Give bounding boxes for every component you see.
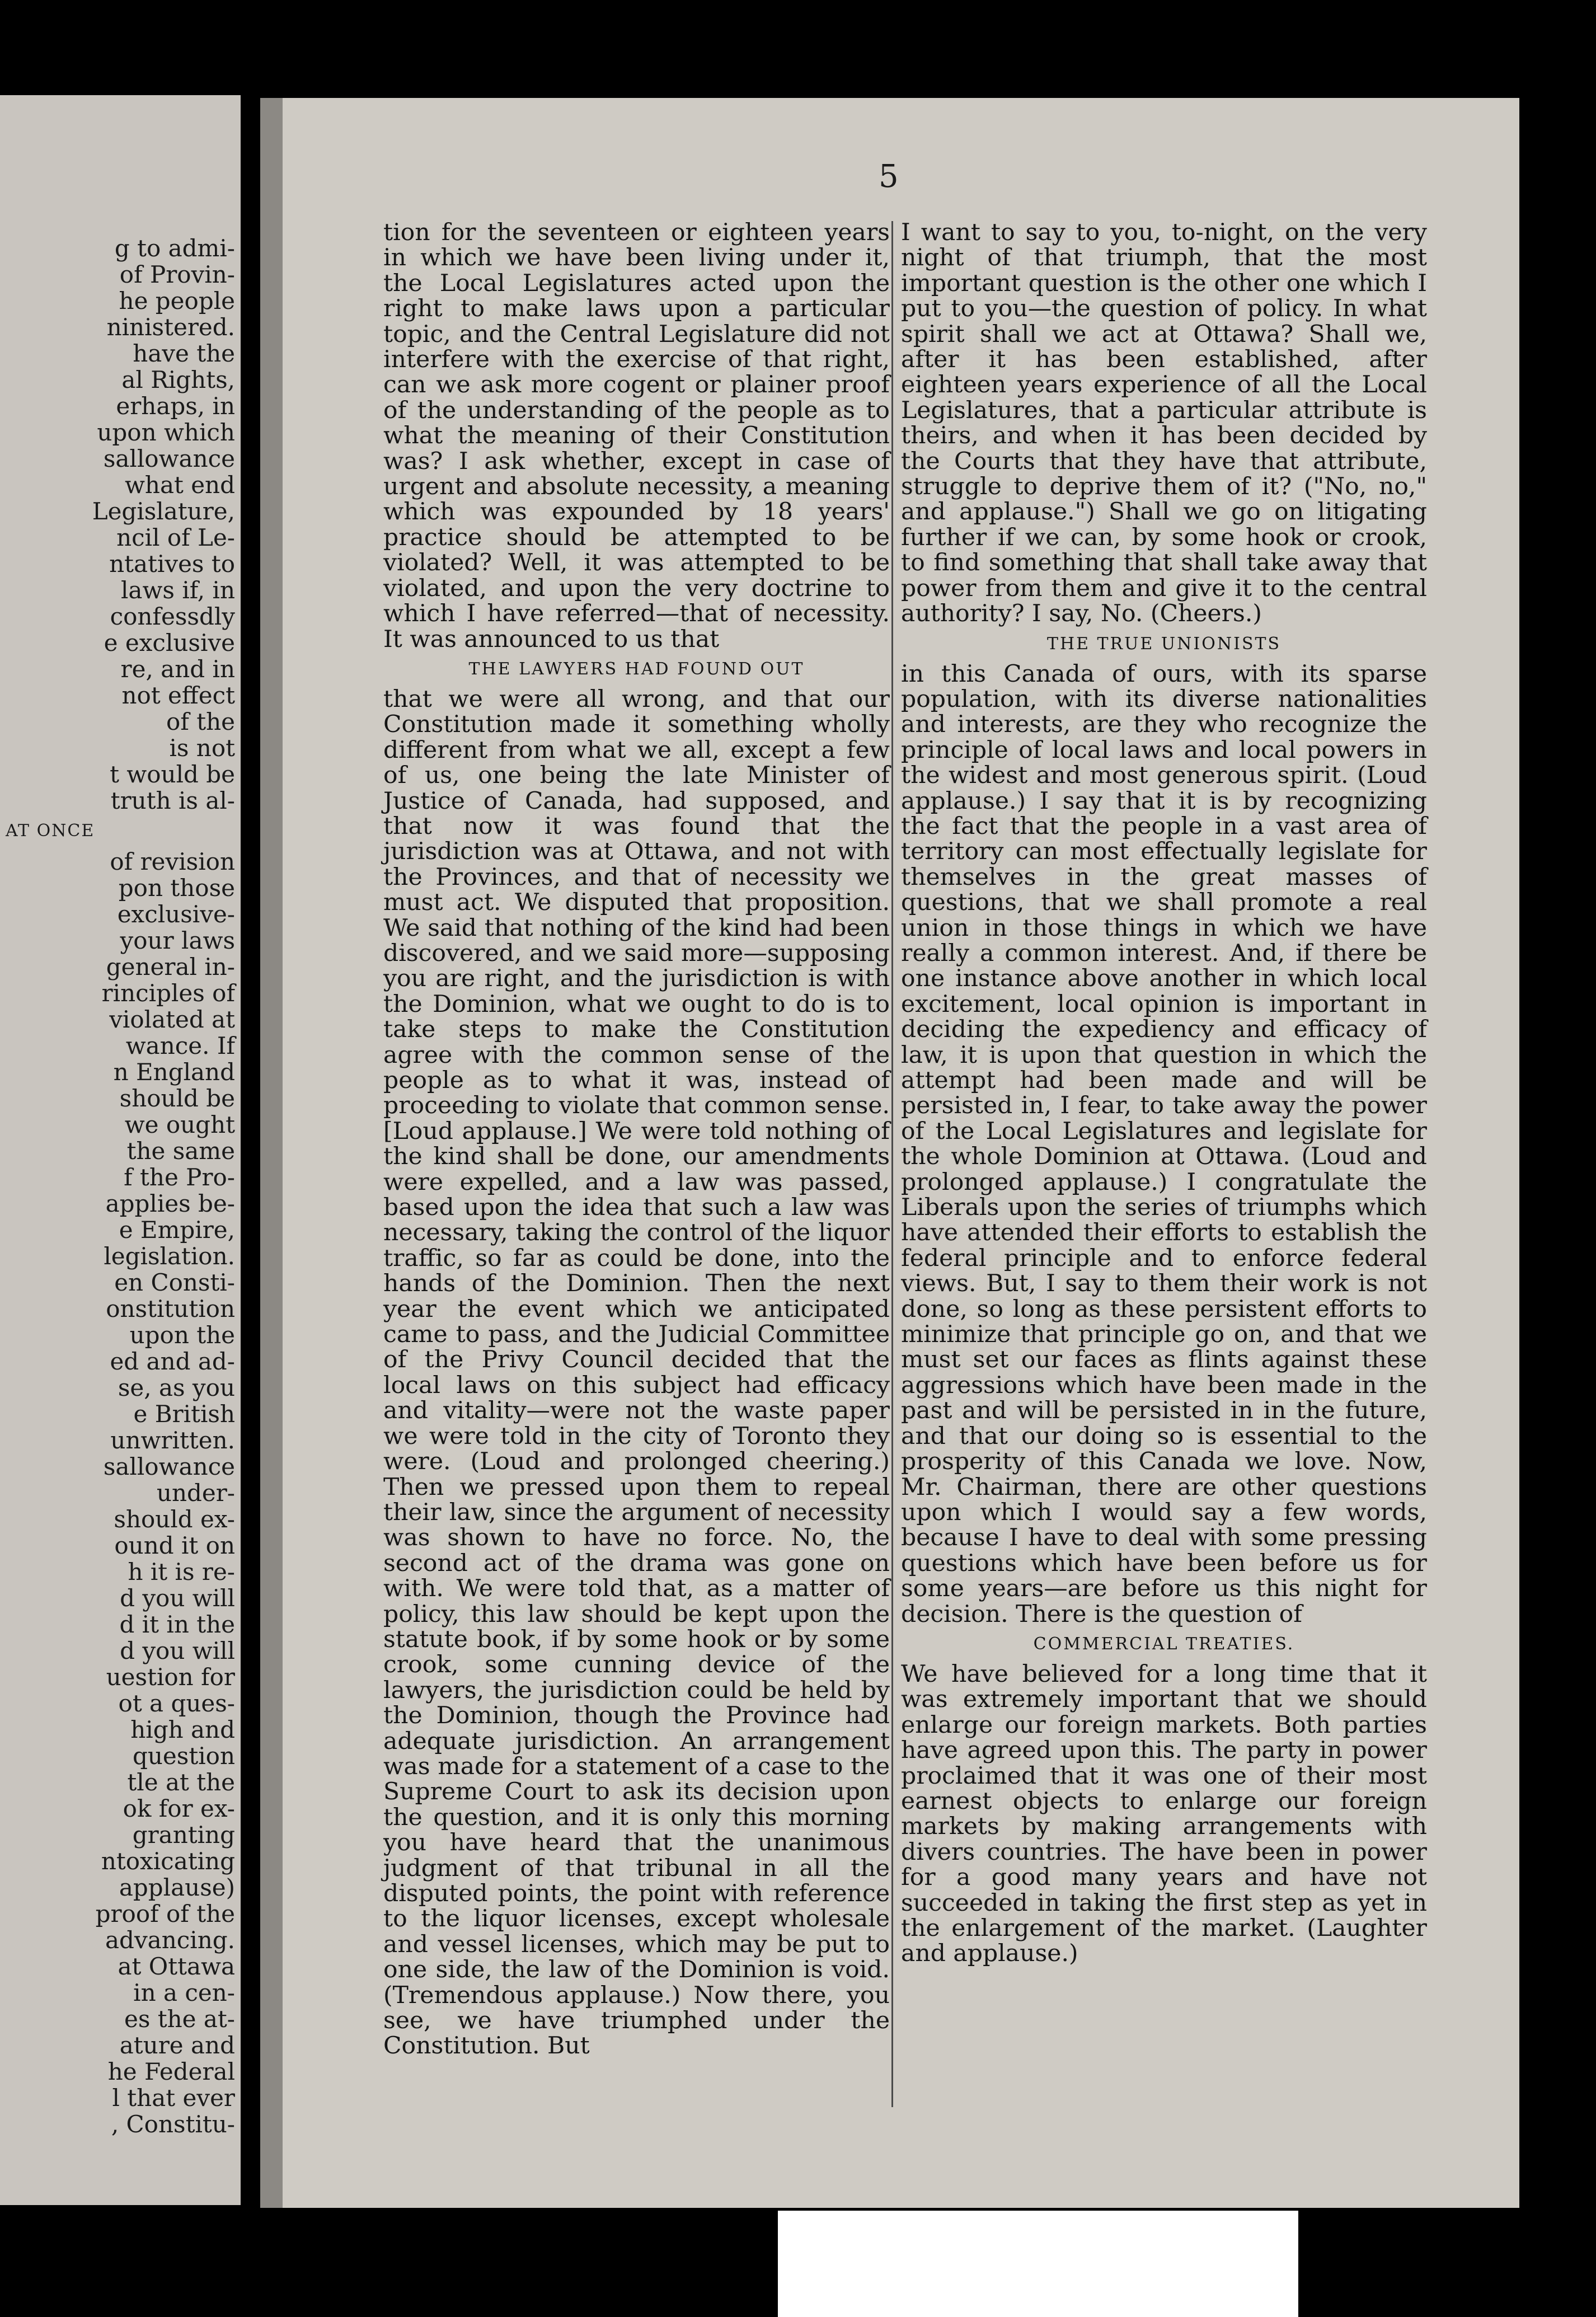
adjacent-page-line: what end [124,471,235,499]
adjacent-page-line: ed and ad- [110,1348,235,1375]
adjacent-page-line: laws if, in [121,576,235,604]
adjacent-page-line: granting [132,1821,235,1849]
adjacent-page-line: unwritten. [110,1427,235,1454]
adjacent-page-line: es the at- [124,2005,235,2033]
column-2-subheading-2: COMMERCIAL TREATIES. [1033,1634,1295,1654]
column-2-paragraph-3: We have believed for a long time that it was extremely important that we should enlarge our foreign markets. Both parties have agreed upon this. The party in power proclaimed that it was one of their most earnest objects to enlarge our foreign markets by making arrangements with divers countries. The have been in power for a good many years and have not succeeded in taking the first step as yet in the enlargement of the market. (Laughter and applause.) [901,1660,1427,1968]
column-2-subheading-1: THE TRUE UNIONISTS [1046,634,1282,654]
adjacent-page-line: advancing. [105,1926,235,1954]
adjacent-page-text [0,235,235,2137]
adjacent-page-line: sallowance [103,445,235,472]
adjacent-page-line: confessdly [110,603,235,630]
adjacent-page-line: ninistered. [106,313,235,341]
adjacent-page-line: at Ottawa [118,1953,235,1980]
adjacent-page-line: d you will [120,1637,235,1664]
adjacent-page-line: ature and [119,2032,235,2059]
adjacent-page-line: Legislature, [92,498,235,525]
adjacent-page-line: e Empire, [119,1216,235,1244]
adjacent-page-line: re, and in [120,655,235,683]
adjacent-page-line: proof of the [95,1900,235,1927]
adjacent-page-line: l that ever [112,2084,235,2112]
adjacent-page-line: not effect [121,682,235,709]
adjacent-page-line: your laws [120,927,235,954]
page-number: 5 [879,158,899,195]
adjacent-page-line: d you will [120,1584,235,1612]
adjacent-page-line: ntoxicating [101,1847,235,1875]
column-2-paragraph-2: in this Canada of ours, with its sparse population, with its diverse nationalities and interests, are they who recognize the principle of local laws and local powers in the widest and most generous spirit. (Loud applause.) I say that it is by recognizing the fact that the people in a vast area of territory can most effectually legislate for themselves in the great masses of questions, that we shall promote a real union in those things in which we have really a common interest. And, if there be one instance above another in which local excitement, local opinion is important in deciding the expediency and efficacy of law, it is upon that question in which the attempt had been made and will be persisted in, I fear, to take away the power of the Local Legislatures and legislate for the whole Dominion at Ottawa. (Loud and prolonged applause.) I congratulate the Liberals upon the series of triumphs which have attended their efforts to establish the federal principle and to enforce federal views. But, I say to them their work is not done, so long as these persistent efforts to minimize that principle go on, and that we must set our faces as flints against these aggressions which have been made in the past and will be persisted in in the future, and that our doing so is essential to the prosperity of this Canada we love. Now, Mr. Chairman, there are other questions upon which I would say a few words, because I have to deal with some pressing questions which have been before us for some years—are before us this night for decision. There is the question of [901,660,1427,1628]
adjacent-page-line: upon the [129,1321,235,1349]
adjacent-page-line: se, as you [118,1374,235,1401]
adjacent-page-line: n England [113,1058,235,1086]
main-page [260,98,1519,2208]
column-1-subheading: THE LAWYERS HAD FOUND OUT [468,659,805,679]
adjacent-page-line: applies be- [105,1190,235,1217]
column-1 [383,220,890,2059]
adjacent-page-line: d it in the [119,1611,235,1638]
adjacent-page-line: f the Pro- [124,1164,235,1191]
column-divider [891,221,893,2107]
adjacent-page-line: e British [133,1400,235,1428]
adjacent-page-line: of Provin- [119,261,235,288]
adjacent-page-line: in a cen- [133,1979,235,2006]
adjacent-page-line: onstitution [106,1295,235,1322]
adjacent-page-line: he people [119,287,235,315]
adjacent-page-line: exclusive- [117,900,235,928]
adjacent-page-line: e exclusive [104,629,235,656]
adjacent-page-line: ncil of Le- [116,524,235,551]
column-2-paragraph-1: I want to say to you, to-night, on the very night of that triumph, that the most important question is the other one which I put to you—the question of policy. In what spirit shall we act at Ottawa? Shall we, after it has been established, after eighteen years experience of all the Local Legislatures, that a particular attribute is theirs, and when it has been decided by the Courts that they have that attribute, struggle to deprive them of it? ("No, no," and applause.") Shall we go on litigating further if we can, by some hook or crook, to find something that shall take away that power from them and give it to the central authority? I say, No. (Cheers.) [901,219,1427,628]
adjacent-page-line: ot a ques- [118,1690,235,1717]
adjacent-page-line: under- [156,1479,235,1507]
adjacent-page-line: , Constitu- [111,2110,235,2138]
adjacent-page-line: g to admi- [114,234,235,262]
adjacent-page-line: applause) [119,1874,235,1901]
adjacent-page-line: question [133,1742,235,1770]
adjacent-page-line: rinciples of [101,979,235,1007]
column-2 [901,220,1427,1967]
adjacent-page-line: general in- [106,953,235,981]
adjacent-page-line: ok for ex- [123,1795,235,1822]
adjacent-page-line: of the [166,708,235,735]
column-1-paragraph-2: that we were all wrong, and that our Constitution made it something wholly different from what we all, except a few of us, one being the late Minister of Justice of Canada, had supposed, and that now it was found that the jurisdiction was at Ottawa, and not with the Provinces, and that of necessity we must act. We disputed that proposition. We said that nothing of the kind had been discovered, and we said more—supposing you are right, and the jurisdiction is with the Dominion, what we ought to do is to take steps to make the Constitution agree with the common sense of the people as to what it was, instead of proceeding to violate that common sense. [Loud applause.] We were told nothing of the kind shall be done, our amendments were expelled, and a law was passed, based upon the idea that such a law was necessary, taking the control of the liquor traffic, so far as could be done, into the hands of the Dominion. Then the next year the event which we anticipated came to pass, and the Judicial Committee of the Privy Council decided that the local laws on this subject had efficacy and vitality—were not the waste paper we were told in the city of Toronto they were. (Loud and prolonged cheering.) Then we pressed upon them to repeal their law, since the argument of necessity was shown to have no force. No, the second act of the drama was gone on with. We were told that, as a matter of policy, this law should be kept upon the statute book, if by some hook or by some crook, some cunning device of the lawyers, the jurisdiction could be held by the Dominion, though the Province had adequate jurisdiction. An arrangement was made for a statement of a case to the Supreme Court to ask its decision upon the question, and it is only this morning you have heard that the unanimous judgment of that tribunal in all the disputed points, the point with reference to the liquor licenses, except wholesale and vessel licenses, which may be put to one side, the law of the Dominion is void. (Tremendous applause.) Now there, you see, we have triumphed under the Constitution. But [383,685,890,2060]
adjacent-page-line: violated at [109,1006,235,1033]
adjacent-page-line: of revision [110,848,235,875]
adjacent-page-line: erhaps, in [116,392,235,420]
adjacent-page-line: he Federal [107,2058,235,2085]
column-1-paragraph-1: tion for the seventeen or eighteen years in which we have been living under it, the Local Legislatures acted upon the right to make laws upon a particular topic, and the Central Legislature did not interfere with the exercise of that right, can we ask more cogent or plainer proof of the understanding of the people as to what the meaning of their Constitution was? I ask whether, except in case of urgent and absolute necessity, a meaning which was expounded by 18 years' practice should be attempted to be violated? Well, it was attempted to be violated, and upon the very doctrine to which I have referred—that of necessity. It was announced to us that [383,219,890,653]
adjacent-page-line: should be [119,1085,235,1112]
adjacent-page-line: high and [130,1716,235,1743]
adjacent-page-line: wance. If [125,1032,235,1059]
adjacent-page-line: ound it on [114,1532,235,1559]
adjacent-page-line: have the [133,340,235,367]
adjacent-page-line: legislation. [104,1242,235,1270]
adjacent-page-line: uestion for [106,1663,235,1691]
adjacent-page-line: t would be [110,761,235,788]
adjacent-page-line: en Consti- [114,1269,235,1296]
adjacent-page-line: h it is re- [128,1558,235,1586]
adjacent-page-line: ntatives to [109,550,235,578]
adjacent-page-fragment [0,95,241,2205]
adjacent-page-line: upon which [97,419,235,446]
adjacent-page-line: should ex- [114,1505,235,1533]
adjacent-page-line: AT ONCE [6,821,95,841]
adjacent-page-line: truth is al- [110,787,235,814]
adjacent-page-line: is not [169,734,235,762]
adjacent-page-line: tle at the [127,1769,235,1796]
page-gutter-shadow [260,98,283,2208]
adjacent-page-line: pon those [118,874,235,902]
adjacent-page-line: the same [126,1137,235,1165]
adjacent-page-line: sallowance [103,1453,235,1480]
adjacent-page-line: we ought [124,1111,235,1138]
adjacent-page-line: al Rights, [121,366,235,393]
blank-label-area [778,2211,1298,2317]
